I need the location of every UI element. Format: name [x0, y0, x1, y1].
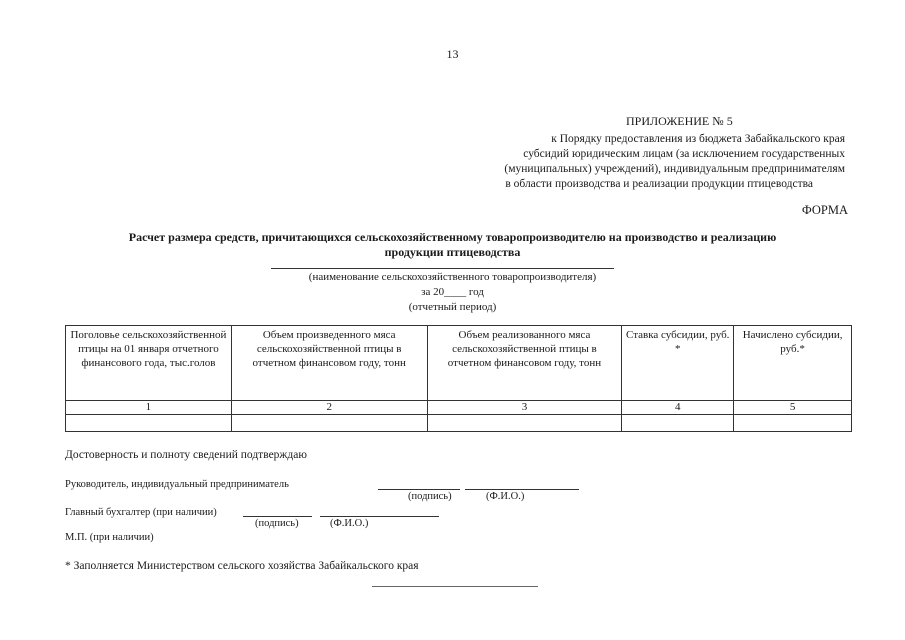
- table-header-row: [66, 326, 852, 401]
- stamp-label: М.П. (при наличии): [65, 532, 154, 543]
- header-subsidy-rate: Ставка субсидии, руб. *: [622, 326, 734, 401]
- basis-line: субсидий юридическим лицам (за исключением государственных: [523, 148, 845, 160]
- header-poultry-stock: Поголовье сельскохозяйственной птицы на 01 января отчетного финансового года, тыс.голов: [66, 326, 232, 401]
- cell-subsidy-accrued[interactable]: [734, 415, 852, 432]
- column-number-row: [66, 401, 852, 415]
- table-row: [66, 415, 852, 432]
- head-name-field[interactable]: [465, 489, 579, 490]
- basis-line: (муниципальных) учреждений), индивидуальным предпринимателям: [504, 163, 845, 175]
- appendix-title: ПРИЛОЖЕНИЕ № 5: [626, 114, 733, 128]
- title-line: Расчет размера средств, причитающихся сельскохозяйственному товаропроизводителю на производство и реализацию: [128, 230, 777, 244]
- appendix-basis: [504, 132, 845, 192]
- header-meat-sold: Объем реализованного мяса сельскохозяйственной птицы в отчетном финансовом году, тонн: [427, 326, 622, 401]
- page-number: 13: [446, 47, 459, 61]
- accountant-label: Главный бухгалтер (при наличии): [65, 507, 217, 518]
- calculation-table: [65, 325, 852, 432]
- cell-meat-sold[interactable]: [427, 415, 622, 432]
- accountant-signature-field[interactable]: [243, 516, 312, 517]
- head-signature-caption: (подпись): [408, 491, 452, 502]
- document-title: [0, 230, 905, 260]
- accountant-name-caption: (Ф.И.О.): [330, 518, 369, 529]
- title-line: продукции птицеводства: [384, 245, 521, 259]
- reporting-year: за 20____ год: [421, 286, 484, 298]
- producer-name-field[interactable]: [271, 268, 614, 269]
- end-divider: [372, 586, 538, 587]
- header-meat-produced: Объем произведенного мяса сельскохозяйственной птицы в отчетном финансовом году, тонн: [231, 326, 427, 401]
- basis-line: в области производства и реализации продукции птицеводства: [505, 178, 813, 190]
- producer-name-caption: (наименование сельскохозяйственного товаропроизводителя): [308, 271, 597, 283]
- column-number: 1: [66, 401, 232, 415]
- header-subsidy-accrued: Начислено субсидии, руб.*: [734, 326, 852, 401]
- column-number: 2: [231, 401, 427, 415]
- cell-subsidy-rate[interactable]: [622, 415, 734, 432]
- accountant-name-field[interactable]: [320, 516, 439, 517]
- column-number: 4: [622, 401, 734, 415]
- footnote: * Заполняется Министерством сельского хозяйства Забайкальского края: [65, 560, 419, 572]
- form-label: ФОРМА: [801, 203, 848, 217]
- head-signature-field[interactable]: [378, 489, 460, 490]
- basis-line: к Порядку предоставления из бюджета Забайкальского края: [551, 133, 845, 145]
- head-label: Руководитель, индивидуальный предприниматель: [65, 479, 289, 490]
- column-number: 5: [734, 401, 852, 415]
- cell-poultry-stock[interactable]: [66, 415, 232, 432]
- accountant-signature-caption: (подпись): [255, 518, 299, 529]
- head-name-caption: (Ф.И.О.): [486, 491, 525, 502]
- period-caption: (отчетный период): [408, 301, 497, 313]
- confirmation-text: Достоверность и полноту сведений подтверждаю: [65, 449, 307, 461]
- cell-meat-produced[interactable]: [231, 415, 427, 432]
- column-number: 3: [427, 401, 622, 415]
